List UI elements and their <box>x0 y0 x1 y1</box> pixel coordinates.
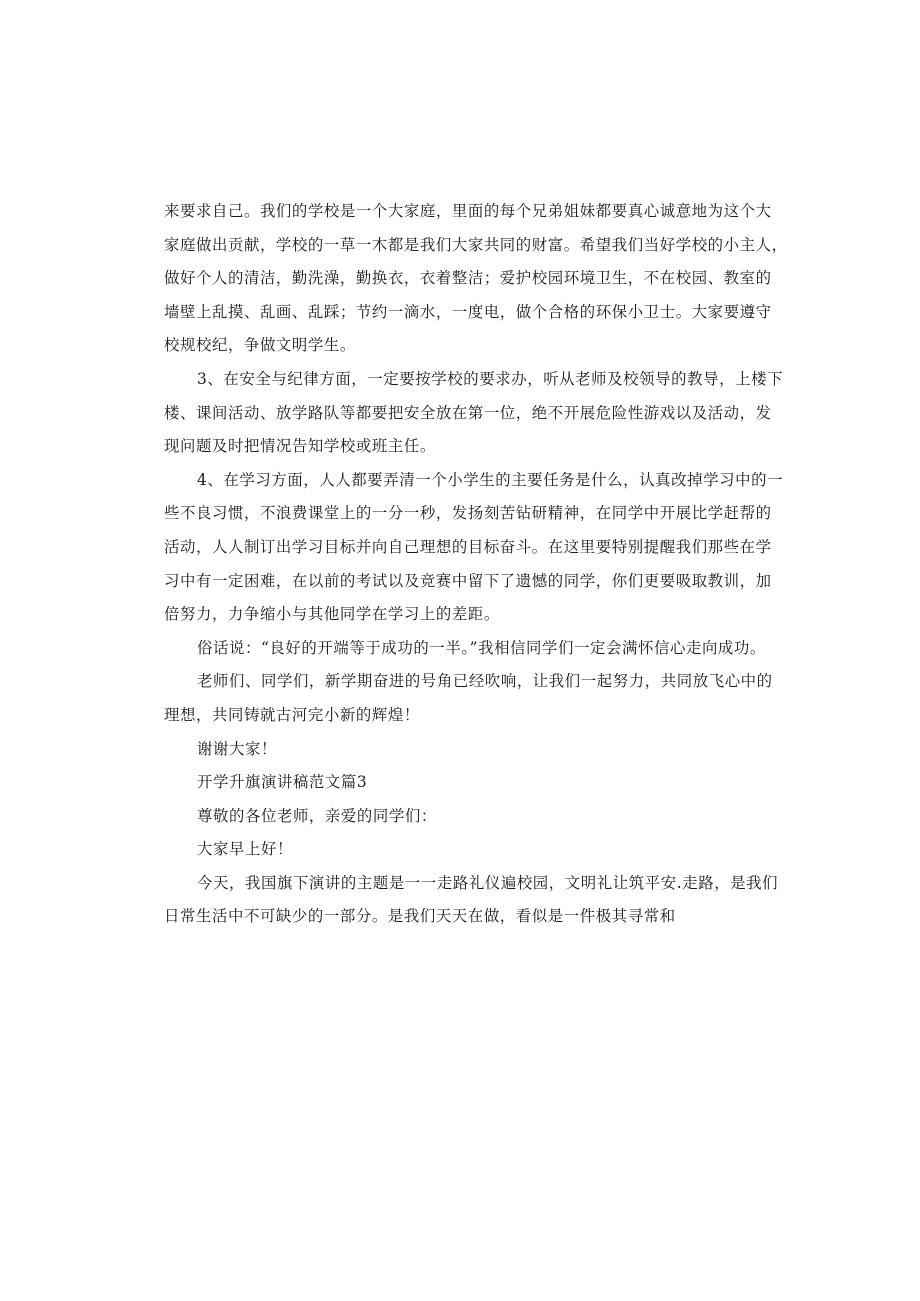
paragraph-start: 3、在安全与纪律方面，一定要按学校的要求办，听从老师及校领导的教导，上楼下 <box>197 369 784 388</box>
section-title: 开学升旗演讲稿范文篇3 <box>197 773 368 792</box>
paragraph-start: 今天，我国旗下演讲的主题是一一走路礼仪遍校园，文明礼让筑平安.走路，是我们 <box>197 873 779 892</box>
text-line: 墙壁上乱摸、乱画、乱踩；节约一滴水，一度电，做个合格的环保小卫士。大家要遵守 <box>164 302 772 321</box>
closing-line: 谢谢大家！ <box>197 739 277 758</box>
text-line: 日常生活中不可缺少的一部分。是我们天天在做，看似是一件极其寻常和 <box>164 907 676 926</box>
text-line: 楼、课间活动、放学路队等都要把安全放在第一位，绝不开展危险性游戏以及活动，发 <box>164 403 772 422</box>
text-line: 校规校纪，争做文明学生。 <box>164 336 356 355</box>
paragraph-start: 俗话说：“良好的开端等于成功的一半。”我相信同学们一定会满怀信心走向成功。 <box>197 638 766 657</box>
paragraph-start: 老师们、同学们，新学期奋进的号角已经吹响，让我们一起努力，共同放飞心中的 <box>197 672 773 691</box>
text-line: 理想，共同铸就古河完小新的辉煌！ <box>164 705 420 724</box>
text-line: 家庭做出贡献，学校的一草一木都是我们大家共同的财富。希望我们当好学校的小主人， <box>164 235 788 254</box>
paragraph-start: 4、在学习方面，人人都要弄清一个小学生的主要任务是什么，认真改掉学习中的一 <box>197 470 784 489</box>
text-line: 活动，人人制订出学习目标并向自己理想的目标奋斗。在这里要特别提醒我们那些在学 <box>164 537 772 556</box>
text-line: 习中有一定困难，在以前的考试以及竞赛中留下了遗憾的同学，你们更要吸取教训，加 <box>164 571 772 590</box>
text-line: 倍努力，力争缩小与其他同学在学习上的差距。 <box>164 605 500 624</box>
text-line: 来要求自己。我们的学校是一个大家庭，里面的每个兄弟姐妹都要真心诚意地为这个大 <box>164 202 772 220</box>
body-text <box>164 195 788 934</box>
text-line: 现问题及时把情况告知学校或班主任。 <box>164 437 436 456</box>
salutation: 尊敬的各位老师，亲爱的同学们： <box>197 806 437 825</box>
text-line: 做好个人的清洁，勤洗澡，勤换衣，衣着整洁；爱护校园环境卫生，不在校园、教室的 <box>164 269 772 288</box>
text-line: 些不良习惯，不浪费课堂上的一分一秒，发扬刻苦钻研精神，在同学中开展比学赶帮的 <box>164 504 772 523</box>
greeting: 大家早上好！ <box>197 840 293 859</box>
